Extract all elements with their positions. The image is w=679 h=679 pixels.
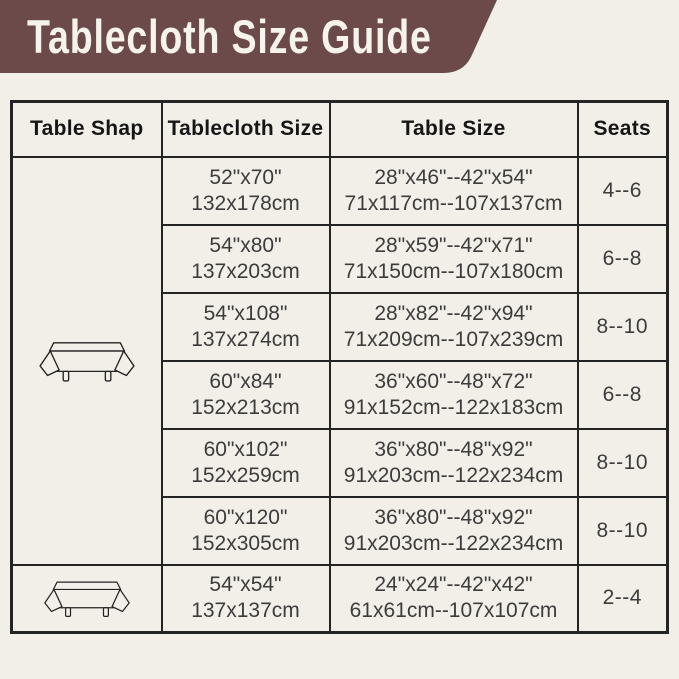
table-size-cm: 71x117cm--107x137cm (344, 191, 563, 215)
tablecloth-size-inches: 54"x54" (209, 573, 282, 597)
tablecloth-size-cm: 152x259cm (191, 463, 300, 487)
table-row (12, 565, 668, 633)
tablecloth-size-inches: 60"x84" (209, 369, 282, 393)
table-size-inches: 28"x82"--42"x94" (374, 301, 533, 325)
table-size-cell (330, 565, 578, 633)
tablecloth-size-cell (162, 361, 330, 429)
tablecloth-size-cm: 152x213cm (191, 395, 300, 419)
table-size-inches: 28"x46"--42"x54" (374, 165, 533, 189)
tablecloth-size-inches: 60"x120" (203, 505, 288, 529)
table-size-cm: 91x152cm--122x183cm (343, 395, 564, 419)
tablecloth-size-inches: 54"x80" (209, 233, 282, 257)
tablecloth-size-cm: 152x305cm (191, 531, 300, 555)
table-size-cm: 91x203cm--122x234cm (343, 531, 564, 555)
table-size-cm: 61x61cm--107x107cm (349, 599, 558, 623)
tablecloth-size-inches: 54"x108" (203, 301, 288, 325)
seats-cell: 8--10 (578, 293, 668, 361)
table-size-inches: 36"x80"--48"x92" (374, 437, 533, 461)
header-tablecloth-size: Tablecloth Size (162, 102, 330, 157)
table-size-cm: 71x150cm--107x180cm (343, 259, 564, 283)
table-size-cell (330, 497, 578, 565)
table-size-inches: 24"x24"--42"x42" (374, 573, 533, 597)
table-shape-cell-square (12, 565, 162, 633)
tablecloth-size-inches: 60"x102" (203, 437, 288, 461)
table-size-inches: 36"x80"--48"x92" (374, 505, 533, 529)
header-table-size: Table Size (330, 102, 578, 157)
header-table-shape: Table Shap (12, 102, 162, 157)
table-size-cell (330, 225, 578, 293)
table-size-cell (330, 429, 578, 497)
size-guide-table (10, 100, 669, 634)
tablecloth-size-cell (162, 225, 330, 293)
header-row (12, 102, 668, 157)
page-title: Tablecloth Size Guide (27, 10, 432, 63)
seats-cell: 2--4 (578, 565, 668, 633)
table-size-inches: 28"x59"--42"x71" (374, 233, 533, 257)
table-size-cell (330, 157, 578, 225)
square-table-icon (41, 576, 133, 620)
table-size-cm: 91x203cm--122x234cm (343, 463, 564, 487)
seats-cell: 6--8 (578, 225, 668, 293)
tablecloth-size-cm: 137x137cm (191, 599, 300, 623)
table-size-cell (330, 293, 578, 361)
tablecloth-size-cm: 132x178cm (191, 191, 300, 215)
tablecloth-size-cell (162, 429, 330, 497)
title-banner (0, 0, 500, 76)
seats-cell: 8--10 (578, 429, 668, 497)
tablecloth-size-cell (162, 293, 330, 361)
table-size-cell (330, 361, 578, 429)
seats-cell: 4--6 (578, 157, 668, 225)
tablecloth-size-inches: 52"x70" (209, 165, 282, 189)
tablecloth-size-cm: 137x203cm (191, 259, 300, 283)
table-shape-cell-rectangle (12, 157, 162, 565)
tablecloth-size-cell (162, 497, 330, 565)
table-size-cm: 71x209cm--107x239cm (343, 327, 564, 351)
tablecloth-size-cell (162, 157, 330, 225)
table-row (12, 157, 668, 225)
tablecloth-size-cell (162, 565, 330, 633)
tablecloth-size-cm: 137x274cm (191, 327, 300, 351)
seats-cell: 6--8 (578, 361, 668, 429)
table-size-inches: 36"x60"--48"x72" (374, 369, 533, 393)
header-seats: Seats (578, 102, 668, 157)
rectangle-table-icon (36, 336, 138, 385)
seats-cell: 8--10 (578, 497, 668, 565)
